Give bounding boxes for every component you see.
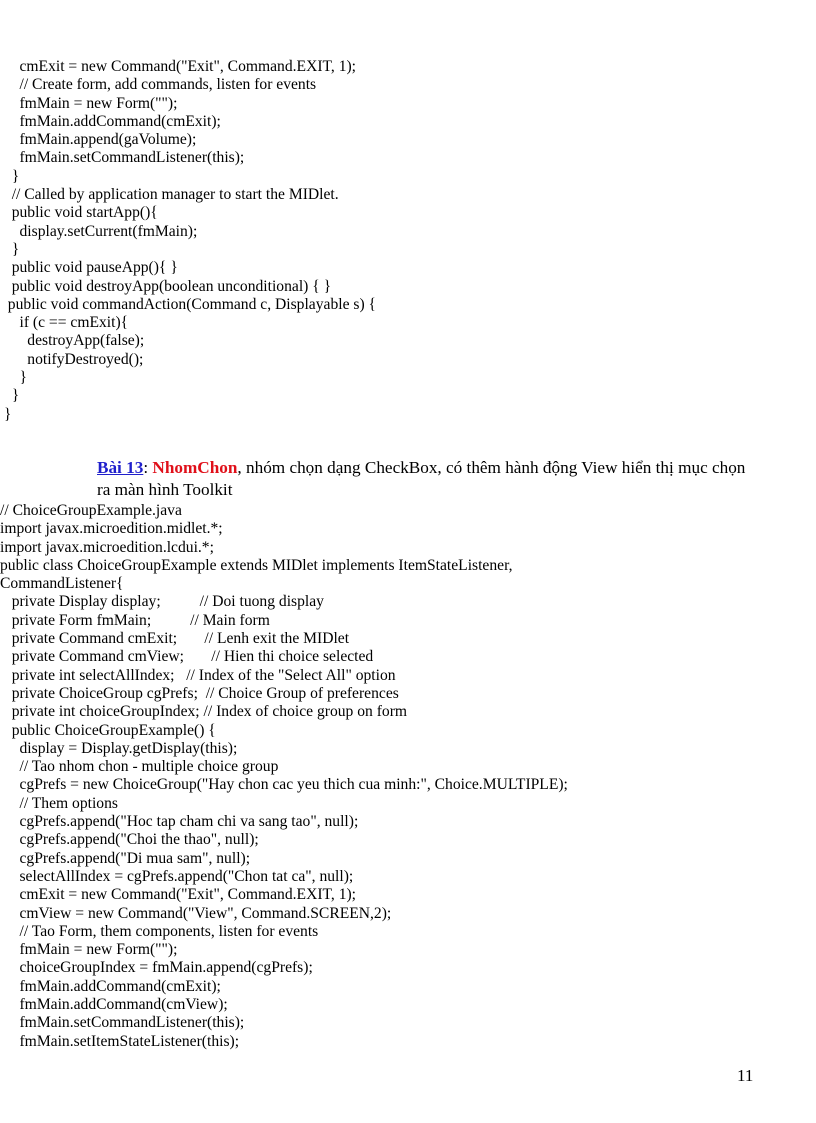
code-line: private ChoiceGroup cgPrefs; // Choice Group of preferences [0, 684, 399, 702]
code-line: // Tao Form, them components, listen for events [0, 922, 319, 940]
lesson-link[interactable]: Bài 13 [97, 458, 144, 477]
code-line: display = Display.getDisplay(this); [0, 739, 238, 757]
code-line: cgPrefs = new ChoiceGroup("Hay chon cac yeu thich cua minh:", Choice.MULTIPLE); [0, 776, 568, 794]
code-line: cmView = new Command("View", Command.SCREEN,2); [0, 904, 392, 922]
code-line: fmMain.append(gaVolume); [0, 131, 197, 149]
code-line: fmMain.setCommandListener(this); [0, 149, 245, 167]
code-line: private int choiceGroupIndex; // Index of choice group on form [0, 703, 408, 721]
code-line: public void startApp(){ [0, 204, 158, 222]
lesson-heading [97, 457, 747, 501]
code-line: import javax.microedition.lcdui.*; [0, 538, 214, 556]
code-line: selectAllIndex = cgPrefs.append("Chon tat ca", null); [0, 867, 354, 885]
code-line: public void commandAction(Command c, Displayable s) { [0, 295, 377, 313]
code-line: private int selectAllIndex; // Index of the "Select All" option [0, 666, 396, 684]
code-line: CommandListener{ [0, 575, 124, 593]
code-line: // Create form, add commands, listen for events [0, 76, 317, 94]
code-line: public class ChoiceGroupExample extends MIDlet implements ItemStateListener, [0, 556, 513, 574]
code-line: // Tao nhom chon - multiple choice group [0, 758, 279, 776]
code-line: fmMain.setItemStateListener(this); [0, 1032, 240, 1050]
code-line: choiceGroupIndex = fmMain.append(cgPrefs); [0, 959, 313, 977]
code-line: private Command cmExit; // Lenh exit the MIDlet [0, 630, 350, 648]
code-line: // ChoiceGroupExample.java [0, 502, 182, 519]
code-line: import javax.microedition.midlet.*; [0, 520, 223, 538]
code-line: if (c == cmExit){ [0, 314, 129, 332]
code-line: } [0, 387, 20, 405]
code-line: // Called by application manager to start the MIDlet. [0, 186, 339, 204]
code-line: // Them options [0, 794, 118, 812]
code-line: } [0, 240, 20, 258]
code-line: public void pauseApp(){ } [0, 259, 178, 277]
lesson-colon: : [143, 458, 153, 477]
code-line: cgPrefs.append("Di mua sam", null); [0, 849, 251, 867]
code-line: cmExit = new Command("Exit", Command.EXIT, 1); [0, 886, 357, 904]
code-line: cgPrefs.append("Choi the thao", null); [0, 831, 259, 849]
code-line: fmMain.setCommandListener(this); [0, 1014, 245, 1032]
code-line: private Display display; // Doi tuong display [0, 593, 324, 611]
page-number: 11 [737, 1066, 754, 1085]
lesson-description: , nhóm chọn dạng CheckBox, có thêm hành động View hiển thị mục chọn ra màn hình Toolkit [97, 458, 746, 499]
code-line: private Command cmView; // Hien thi choice selected [0, 648, 374, 666]
code-line: } [0, 167, 20, 185]
code-line: private Form fmMain; // Main form [0, 611, 270, 629]
code-line: fmMain = new Form(""); [0, 94, 178, 112]
code-line: display.setCurrent(fmMain); [0, 222, 198, 240]
code-line: fmMain = new Form(""); [0, 941, 178, 959]
code-line: } [0, 405, 12, 423]
code-line: fmMain.addCommand(cmExit); [0, 977, 221, 995]
code-line: cgPrefs.append("Hoc tap cham chi va sang tao", null); [0, 813, 359, 831]
code-line: notifyDestroyed(); [0, 350, 144, 368]
code-line: public void destroyApp(boolean unconditional) { } [0, 277, 332, 295]
code-block-bottom [0, 502, 568, 1051]
code-line: cmExit = new Command("Exit", Command.EXIT, 1); [0, 58, 357, 75]
lesson-name: NhomChon [152, 458, 238, 477]
code-block-top [0, 58, 376, 424]
code-line: fmMain.addCommand(cmExit); [0, 112, 221, 130]
code-line: public ChoiceGroupExample() { [0, 721, 216, 739]
code-line: fmMain.addCommand(cmView); [0, 996, 228, 1014]
code-line: } [0, 369, 27, 387]
code-line: destroyApp(false); [0, 332, 145, 350]
